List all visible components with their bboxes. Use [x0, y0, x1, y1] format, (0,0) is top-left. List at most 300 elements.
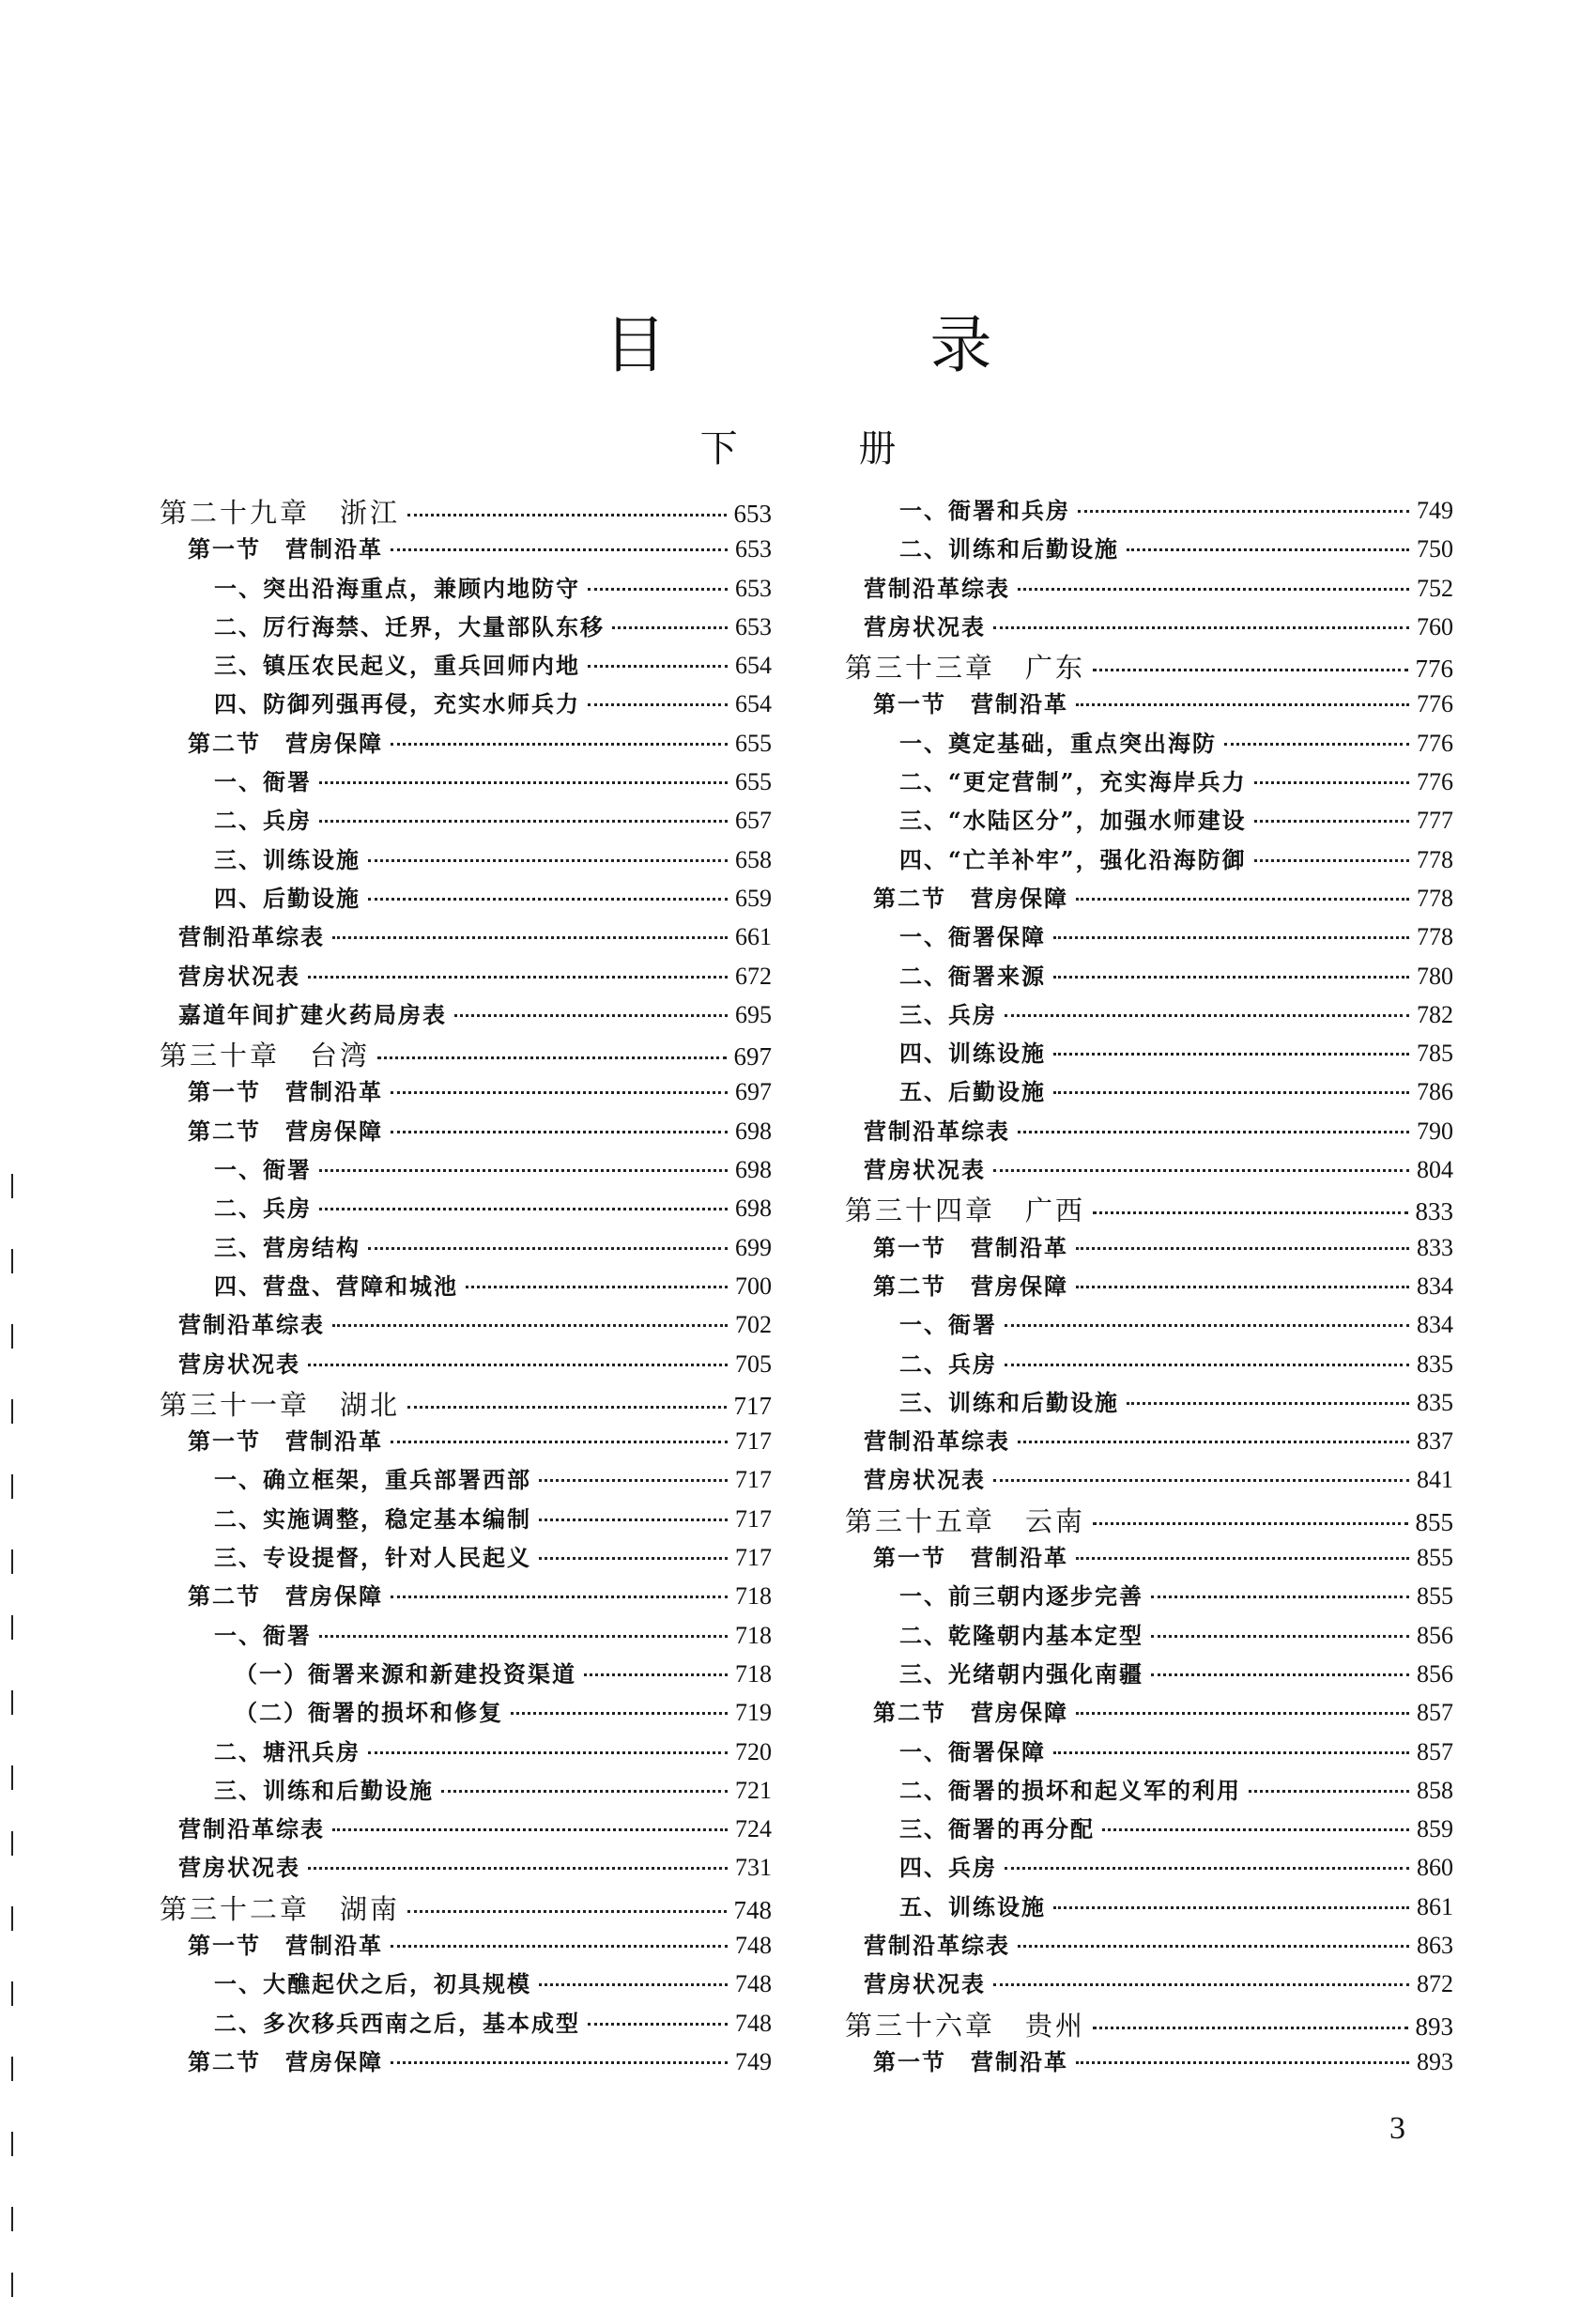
toc-entry-page: 872: [1417, 1970, 1453, 1998]
toc-entry-page: 777: [1417, 807, 1453, 835]
dot-leader: [584, 1673, 728, 1676]
toc-entry-label: 第三十一章 湖北: [160, 1388, 401, 1421]
toc-entry-chapter: [160, 492, 772, 531]
toc-entry-item: [160, 2005, 772, 2043]
dot-leader: [1018, 1131, 1409, 1133]
margin-mark: [11, 1549, 13, 1574]
toc-entry-label: 五、后勤设施: [899, 1078, 1046, 1106]
dot-leader: [368, 859, 728, 862]
toc-entry-item: [160, 1151, 772, 1190]
toc-entry-page: 752: [1417, 574, 1453, 602]
toc-entry-page: 776: [1417, 768, 1453, 796]
toc-entry-item: [845, 918, 1453, 957]
toc-entry-label: 四、营盘、营障和城池: [214, 1272, 458, 1300]
dot-leader: [993, 1169, 1409, 1172]
toc-entry-item: [160, 1617, 772, 1656]
dot-leader: [1005, 1014, 1409, 1017]
dot-leader: [1127, 548, 1409, 551]
dot-leader: [407, 1910, 726, 1913]
toc-entry-chapter: [845, 1501, 1453, 1539]
volume-heading: 下 册: [699, 427, 951, 470]
dot-leader: [1053, 1751, 1409, 1754]
dot-leader: [1053, 1091, 1409, 1094]
toc-entry-item: [845, 958, 1453, 996]
toc-entry-label: （一）衙署来源和新建投资渠道: [235, 1659, 576, 1688]
toc-entry-page: 760: [1417, 612, 1453, 640]
toc-entry-item: [845, 763, 1453, 802]
dot-leader: [993, 1479, 1409, 1482]
toc-entry-page: 654: [735, 652, 772, 680]
toc-entry-page: 790: [1417, 1117, 1453, 1145]
toc-entry-page: 859: [1417, 1815, 1453, 1843]
toc-entry-label: 第一节 营制沿革: [873, 1544, 1068, 1572]
toc-entry-label: 营房状况表: [178, 1349, 300, 1378]
toc-entry-page: 748: [733, 1895, 772, 1924]
toc-entry-label: 三、营房结构: [214, 1233, 361, 1261]
toc-entry-page: 655: [735, 729, 772, 757]
dot-leader: [1053, 976, 1409, 979]
toc-entry-page: 893: [1415, 2012, 1453, 2041]
dot-leader: [1076, 2061, 1409, 2064]
toc-entry-label: 一、衙署和兵房: [899, 497, 1070, 524]
dot-leader: [1151, 1635, 1409, 1638]
toc-entry-label: 三、衙署的再分配: [899, 1815, 1095, 1843]
dot-leader: [332, 1828, 728, 1831]
toc-entry-chapter: [160, 1384, 772, 1423]
toc-entry-label: 营制沿革综表: [178, 923, 325, 951]
toc-entry-page: 724: [735, 1815, 772, 1843]
dot-leader: [588, 588, 728, 591]
dot-leader: [1053, 936, 1409, 939]
toc-entry-item: [845, 1346, 1453, 1384]
toc-entry-page: 731: [735, 1854, 772, 1882]
toc-entry-page: 699: [735, 1233, 772, 1261]
toc-entry-section: [160, 1073, 772, 1112]
margin-mark: [11, 1831, 13, 1856]
toc-entry-chapter: [160, 1035, 772, 1073]
toc-entry-item: [845, 841, 1453, 880]
toc-entry-section: [160, 1578, 772, 1616]
toc-entry-label: 三、光绪朝内强化南疆: [899, 1659, 1143, 1688]
toc-entry-page: 702: [735, 1311, 772, 1339]
toc-entry-label: 二、衙署的损坏和起义军的利用: [899, 1776, 1241, 1804]
toc-entry-page: 834: [1417, 1311, 1453, 1339]
dot-leader: [1076, 1712, 1409, 1715]
toc-entry-page: 776: [1417, 690, 1453, 718]
toc-entry-label: 营制沿革综表: [178, 1815, 325, 1843]
toc-entry-page: 782: [1417, 1000, 1453, 1028]
toc-entry-label: 一、衙署: [214, 768, 312, 796]
toc-entry-page: 748: [735, 1931, 772, 1959]
margin-mark: [11, 1249, 13, 1273]
toc-entry-item: [845, 1734, 1453, 1772]
margin-mark: [11, 1765, 13, 1790]
toc-entry-label: 一、确立框架，重兵部署西部: [214, 1466, 531, 1494]
toc-entry-section: [160, 1927, 772, 1966]
margin-mark: [11, 2057, 13, 2081]
toc-entry-page: 860: [1417, 1854, 1453, 1882]
toc-entry-label: 第二节 营房保障: [188, 1117, 383, 1145]
dot-leader: [308, 1364, 728, 1366]
toc-entry-label: 第二节 营房保障: [873, 1272, 1068, 1300]
toc-entry-page: 653: [733, 500, 772, 528]
toc-entry-sub: [160, 1656, 772, 1694]
toc-entry-label: 二、多次移兵西南之后，基本成型: [214, 2009, 580, 2037]
toc-entry-label: 第三十六章 贵州: [845, 2009, 1086, 2042]
toc-entry-label: 一、衙署: [214, 1156, 312, 1184]
toc-entry-page: 717: [733, 1391, 772, 1420]
toc-entry-label: 四、后勤设施: [214, 884, 361, 912]
dot-leader: [391, 1441, 728, 1443]
toc-entry-page: 698: [735, 1156, 772, 1184]
toc-entry-label: 营房状况表: [178, 962, 300, 990]
toc-entry-label: 二、衙署来源: [899, 962, 1046, 990]
toc-entry-page: 654: [735, 690, 772, 718]
toc-entry-label: 二、兵房: [899, 1349, 997, 1378]
toc-entry-section: [845, 1539, 1453, 1578]
margin-mark: [11, 1474, 13, 1499]
toc-entry-table: [845, 1927, 1453, 1966]
toc-entry-page: 661: [735, 923, 772, 951]
toc-entry-table: [845, 1151, 1453, 1190]
toc-entry-item: [160, 609, 772, 647]
toc-right-column: [845, 492, 1453, 2082]
toc-entry-chapter: [845, 2005, 1453, 2043]
toc-entry-label: 四、训练设施: [899, 1040, 1046, 1068]
toc-entry-page: 672: [735, 962, 772, 990]
toc-entry-item: [845, 1035, 1453, 1073]
toc-entry-page: 659: [735, 884, 772, 912]
toc-entry-item: [160, 1772, 772, 1811]
dot-leader: [332, 1324, 728, 1327]
toc-entry-page: 856: [1417, 1659, 1453, 1688]
toc-entry-label: 二、训练和后勤设施: [899, 535, 1119, 563]
toc-entry-item: [845, 1849, 1453, 1888]
toc-entry-page: 718: [735, 1659, 772, 1688]
toc-entry-label: 三、兵房: [899, 1000, 997, 1028]
dot-leader: [993, 1983, 1409, 1986]
toc-entry-item: [160, 880, 772, 918]
toc-entry-item: [160, 1229, 772, 1268]
toc-entry-table: [160, 1849, 772, 1888]
dot-leader: [319, 1169, 728, 1172]
toc-entry-item: [160, 1539, 772, 1578]
toc-entry-label: 三、训练和后勤设施: [214, 1776, 434, 1804]
dot-leader: [1053, 1906, 1409, 1909]
dot-leader: [391, 1596, 728, 1598]
toc-entry-label: 四、“亡羊补牢”，强化沿海防御: [899, 845, 1247, 873]
toc-entry-item: [160, 1190, 772, 1228]
scan-margin-marks: [0, 0, 28, 2297]
toc-entry-page: 776: [1415, 655, 1453, 684]
dot-leader: [1224, 743, 1409, 746]
toc-entry-section: [160, 1423, 772, 1461]
toc-entry-label: 一、衙署保障: [899, 923, 1046, 951]
toc-entry-item: [845, 1811, 1453, 1849]
toc-entry-item: [845, 1384, 1453, 1423]
toc-entry-item: [845, 1656, 1453, 1694]
toc-entry-page: 778: [1417, 923, 1453, 951]
toc-entry-label: 三、镇压农民起义，重兵回师内地: [214, 652, 580, 680]
toc-entry-label: 第一节 营制沿革: [873, 690, 1068, 718]
dot-leader: [1093, 1211, 1407, 1214]
dot-leader: [368, 1751, 728, 1754]
toc-entry-item: [845, 1772, 1453, 1811]
dot-leader: [377, 1056, 726, 1059]
toc-entry-table: [160, 1346, 772, 1384]
toc-entry-label: 营房状况表: [864, 1156, 986, 1184]
toc-entry-label: 三、“水陆区分”，加强水师建设: [899, 807, 1247, 835]
dot-leader: [1018, 1441, 1409, 1443]
toc-entry-label: 一、前三朝内逐步完善: [899, 1582, 1143, 1611]
margin-mark: [11, 1981, 13, 2006]
dot-leader: [308, 1867, 728, 1870]
margin-mark: [11, 1324, 13, 1349]
toc-entry-item: [160, 1966, 772, 2004]
dot-leader: [1005, 1364, 1409, 1366]
toc-entry-table: [845, 1423, 1453, 1461]
toc-entry-page: 748: [735, 1970, 772, 1998]
dot-leader: [588, 2023, 728, 2026]
toc-entry-table: [160, 1811, 772, 1849]
toc-entry-page: 855: [1415, 1507, 1453, 1536]
toc-entry-item: [845, 531, 1453, 569]
toc-entry-label: 一、衙署: [214, 1621, 312, 1649]
toc-entry-label: 三、专设提督，针对人民起义: [214, 1544, 531, 1572]
dot-leader: [1093, 1522, 1407, 1525]
toc-entry-page: 705: [735, 1349, 772, 1378]
toc-entry-label: 第一节 营制沿革: [873, 1233, 1068, 1261]
dot-leader: [1005, 1867, 1409, 1870]
toc-entry-label: 二、实施调整，稳定基本编制: [214, 1504, 531, 1533]
dot-leader: [539, 1557, 728, 1560]
toc-entry-table: [160, 918, 772, 957]
toc-entry-section: [845, 2043, 1453, 2082]
toc-entry-page: 837: [1417, 1427, 1453, 1456]
toc-entry-label: 第三十五章 云南: [845, 1504, 1086, 1537]
toc-entry-label: 营房状况表: [178, 1854, 300, 1882]
dot-leader: [319, 1635, 728, 1638]
toc-entry-label: 二、兵房: [214, 807, 312, 835]
toc-entry-page: 700: [735, 1272, 772, 1300]
margin-mark: [11, 1690, 13, 1715]
toc-entry-item: [845, 1306, 1453, 1345]
dot-leader: [308, 976, 728, 979]
toc-entry-item: [845, 1073, 1453, 1112]
toc-entry-label: 四、兵房: [899, 1854, 997, 1882]
toc-entry-page: 697: [735, 1078, 772, 1106]
toc-entry-page: 653: [735, 535, 772, 563]
dot-leader: [1078, 510, 1409, 513]
toc-entry-table: [845, 609, 1453, 647]
toc-entry-page: 717: [735, 1544, 772, 1572]
toc-entry-page: 804: [1417, 1156, 1453, 1184]
toc-entry-label: 三、训练设施: [214, 845, 361, 873]
toc-entry-item: [160, 1268, 772, 1306]
toc-entry-table: [160, 996, 772, 1035]
toc-entry-item: [160, 686, 772, 724]
margin-mark: [11, 2207, 13, 2231]
toc-entry-label: 嘉道年间扩建火药局房表: [178, 1000, 447, 1028]
toc-entry-label: 第二十九章 浙江: [160, 497, 401, 529]
dot-leader: [391, 1091, 728, 1094]
toc-entry-label: 第一节 营制沿革: [188, 1931, 383, 1959]
dot-leader: [1127, 1402, 1409, 1405]
toc-entry-page: 653: [735, 612, 772, 640]
toc-entry-item: [845, 996, 1453, 1035]
toc-entry-item: [845, 725, 1453, 763]
toc-entry-table: [160, 1306, 772, 1345]
toc-entry-page: 698: [735, 1117, 772, 1145]
page-number: 3: [1389, 2111, 1405, 2146]
toc-entry-page: 780: [1417, 962, 1453, 990]
toc-entry-item: [160, 570, 772, 609]
toc-entry-section: [845, 1694, 1453, 1733]
toc-entry-page: 834: [1417, 1272, 1453, 1300]
dot-leader: [1076, 1286, 1409, 1288]
dot-leader: [612, 626, 728, 629]
toc-entry-sub: [160, 1694, 772, 1733]
toc-entry-label: 第一节 营制沿革: [188, 535, 383, 563]
toc-entry-page: 835: [1417, 1388, 1453, 1416]
dot-leader: [1151, 1673, 1409, 1676]
dot-leader: [539, 1983, 728, 1986]
margin-mark: [11, 2273, 13, 2297]
toc-entry-page: 697: [733, 1042, 772, 1071]
toc-entry-page: 778: [1417, 884, 1453, 912]
dot-leader: [539, 1518, 728, 1521]
toc-entry-page: 835: [1417, 1349, 1453, 1378]
dot-leader: [1102, 1828, 1409, 1831]
dot-leader: [1076, 703, 1409, 706]
toc-entry-label: 一、奠定基础，重点突出海防: [899, 729, 1217, 757]
toc-entry-table: [845, 1461, 1453, 1500]
toc-entry-label: 营房状况表: [864, 612, 986, 640]
toc-entry-page: 786: [1417, 1078, 1453, 1106]
toc-entry-section: [845, 1268, 1453, 1306]
toc-entry-label: 第一节 营制沿革: [188, 1078, 383, 1106]
toc-entry-page: 858: [1417, 1776, 1453, 1804]
dot-leader: [1053, 1053, 1409, 1056]
dot-leader: [368, 898, 728, 901]
toc-entry-page: 718: [735, 1582, 772, 1611]
toc-entry-page: 749: [1417, 497, 1453, 524]
dot-leader: [1254, 859, 1409, 862]
toc-entry-label: 第二节 营房保障: [188, 1582, 383, 1611]
toc-entry-chapter: [845, 647, 1453, 686]
toc-entry-label: 第三十章 台湾: [160, 1040, 371, 1072]
toc-entry-item: [845, 1617, 1453, 1656]
dot-leader: [1076, 1247, 1409, 1250]
toc-entry-page: 695: [735, 1000, 772, 1028]
toc-entry-page: 698: [735, 1195, 772, 1223]
toc-entry-label: 三、训练和后勤设施: [899, 1388, 1119, 1416]
toc-entry-item: [845, 492, 1453, 531]
dot-leader: [1076, 898, 1409, 901]
toc-entry-section: [845, 686, 1453, 724]
toc-left-column: [160, 492, 772, 2082]
toc-entry-chapter: [845, 1190, 1453, 1228]
toc-entry-label: 一、衙署: [899, 1311, 997, 1339]
toc-entry-table: [845, 1113, 1453, 1151]
dot-leader: [319, 781, 728, 784]
toc-entry-page: 785: [1417, 1040, 1453, 1068]
dot-leader: [1018, 588, 1409, 591]
toc-entry-page: 841: [1417, 1466, 1453, 1494]
dot-leader: [1093, 2027, 1407, 2029]
dot-leader: [1005, 1324, 1409, 1327]
dot-leader: [539, 1479, 728, 1482]
dot-leader: [1254, 820, 1409, 823]
toc-entry-page: 721: [735, 1776, 772, 1804]
toc-entry-label: 营房状况表: [864, 1970, 986, 1998]
dot-leader: [391, 1131, 728, 1133]
toc-entry-section: [160, 1113, 772, 1151]
dot-leader: [511, 1712, 728, 1715]
toc-entry-page: 717: [735, 1466, 772, 1494]
toc-entry-label: 营制沿革综表: [864, 1117, 1010, 1145]
toc-entry-page: 653: [735, 574, 772, 602]
toc-entry-page: 655: [735, 768, 772, 796]
toc-entry-label: 二、塘汛兵房: [214, 1737, 361, 1765]
margin-mark: [11, 1906, 13, 1931]
toc-entry-page: 893: [1417, 2047, 1453, 2075]
toc-entry-page: 750: [1417, 535, 1453, 563]
margin-mark: [11, 1174, 13, 1198]
dot-leader: [391, 1945, 728, 1948]
toc-entry-label: 一、突出沿海重点，兼顾内地防守: [214, 574, 580, 602]
toc-entry-label: 二、兵房: [214, 1195, 312, 1223]
toc-entry-label: 第三十二章 湖南: [160, 1892, 401, 1925]
dot-leader: [391, 2061, 728, 2064]
dot-leader: [993, 626, 1409, 629]
toc-entry-label: 营制沿革综表: [864, 1427, 1010, 1456]
toc-entry-chapter: [160, 1888, 772, 1927]
toc-entry-page: 857: [1417, 1737, 1453, 1765]
margin-mark: [11, 2132, 13, 2156]
toc-entry-item: [160, 647, 772, 686]
dot-leader: [407, 514, 726, 516]
toc-entry-page: 833: [1417, 1233, 1453, 1261]
toc-entry-section: [845, 880, 1453, 918]
toc-entry-section: [160, 2043, 772, 2082]
toc-entry-page: 748: [735, 2009, 772, 2037]
toc-entry-table: [160, 958, 772, 996]
toc-entry-table: [845, 1966, 1453, 2004]
margin-mark: [11, 1399, 13, 1424]
dot-leader: [1249, 1790, 1409, 1793]
dot-leader: [391, 743, 728, 746]
toc-entry-label: 营制沿革综表: [178, 1311, 325, 1339]
toc-entry-item: [160, 1501, 772, 1539]
toc-entry-item: [845, 802, 1453, 840]
toc-entry-page: 855: [1417, 1544, 1453, 1572]
toc-entry-page: 833: [1415, 1197, 1453, 1226]
dot-leader: [1076, 1557, 1409, 1560]
toc-entry-page: 856: [1417, 1621, 1453, 1649]
toc-entry-label: 第三十三章 广东: [845, 652, 1086, 685]
toc-entry-page: 718: [735, 1621, 772, 1649]
toc-entry-label: 二、“更定营制”，充实海岸兵力: [899, 768, 1247, 796]
margin-mark: [11, 1615, 13, 1640]
toc-entry-label: 营制沿革综表: [864, 574, 1010, 602]
toc-entry-page: 778: [1417, 845, 1453, 873]
toc-entry-label: 二、厉行海禁、迁界，大量部队东移: [214, 612, 605, 640]
toc-title: 目 录: [604, 309, 1114, 382]
dot-leader: [1093, 669, 1407, 671]
toc-entry-label: 营制沿革综表: [864, 1931, 1010, 1959]
toc-entry-label: 营房状况表: [864, 1466, 986, 1494]
